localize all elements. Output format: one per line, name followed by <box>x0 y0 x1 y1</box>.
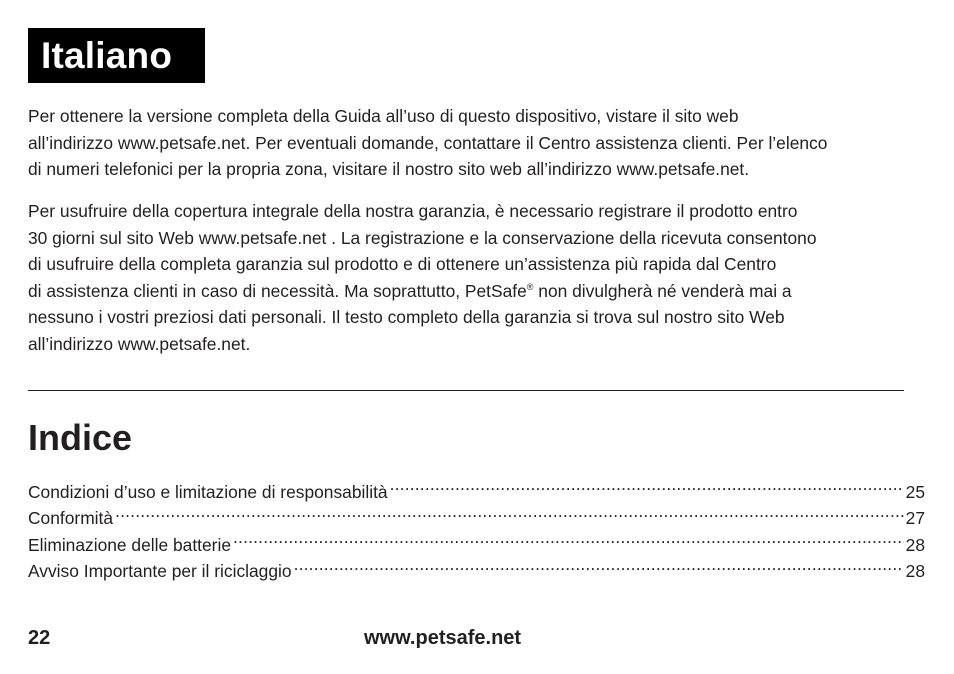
toc-entry-page: 27 <box>905 508 925 528</box>
dot-leader <box>294 551 904 578</box>
intro-paragraph-guide <box>28 103 933 183</box>
toc-entry-label: Condizioni d’uso e limitazione di responsabilità <box>28 481 388 502</box>
text-line: Per ottenere la versione completa della Guida all’uso di questo dispositivo, vistare il sito web <box>28 106 739 126</box>
intro-paragraph-warranty <box>28 198 933 357</box>
footer-url: www.petsafe.net <box>364 627 522 649</box>
dot-leader <box>233 524 904 551</box>
toc-entry-conditions[interactable] <box>28 471 925 502</box>
toc-entry-page: 25 <box>905 481 925 502</box>
section-divider <box>28 390 904 391</box>
text-line: 30 giorni sul sito Web www.petsafe.net . La registrazione e la conservazione della ricevuta consentono <box>28 227 817 248</box>
table-of-contents <box>28 471 925 581</box>
text-fragment: di assistenza clienti in caso di necessità. Ma soprattutto, PetSafe <box>28 280 527 301</box>
toc-entry-page: 28 <box>905 534 925 555</box>
text-fragment: non divulgherà né venderà mai a <box>533 280 792 301</box>
page-number: 22 <box>28 627 51 649</box>
text-line: di usufruire della completa garanzia sul prodotto e di ottenere un’assistenza più rapida dal Centro <box>28 254 777 274</box>
toc-entry-label: Eliminazione delle batterie <box>28 534 232 555</box>
toc-entry-label: Avviso Importante per il riciclaggio <box>28 561 292 581</box>
toc-entry-label: Conformità <box>28 508 114 528</box>
toc-entry-conformity[interactable] <box>28 498 925 528</box>
dot-leader <box>115 498 904 525</box>
text-line: nessuno i vostri preziosi dati personali. Il testo completo della garanzia si trova sul nostro sito Web <box>28 307 785 327</box>
registered-mark: ® <box>526 281 534 292</box>
text-line: di numeri telefonici per la propria zona, visitare il nostro sito web all’indirizzo www.petsafe.net. <box>28 159 750 179</box>
toc-entry-page: 28 <box>905 561 925 581</box>
index-title: Indice <box>28 417 133 458</box>
text-line: all’indirizzo www.petsafe.net. <box>28 333 251 354</box>
text-line: Per usufruire della copertura integrale della nostra garanzia, è necessario registrare il prodotto entro <box>28 201 798 221</box>
text-line <box>28 278 933 305</box>
toc-entry-battery-disposal[interactable] <box>28 524 925 555</box>
dot-leader <box>390 471 904 498</box>
language-heading: Italiano <box>28 28 205 83</box>
text-line: all’indirizzo www.petsafe.net. Per eventuali domande, contattare il Centro assistenza clienti. Per l’elenco <box>28 132 828 153</box>
